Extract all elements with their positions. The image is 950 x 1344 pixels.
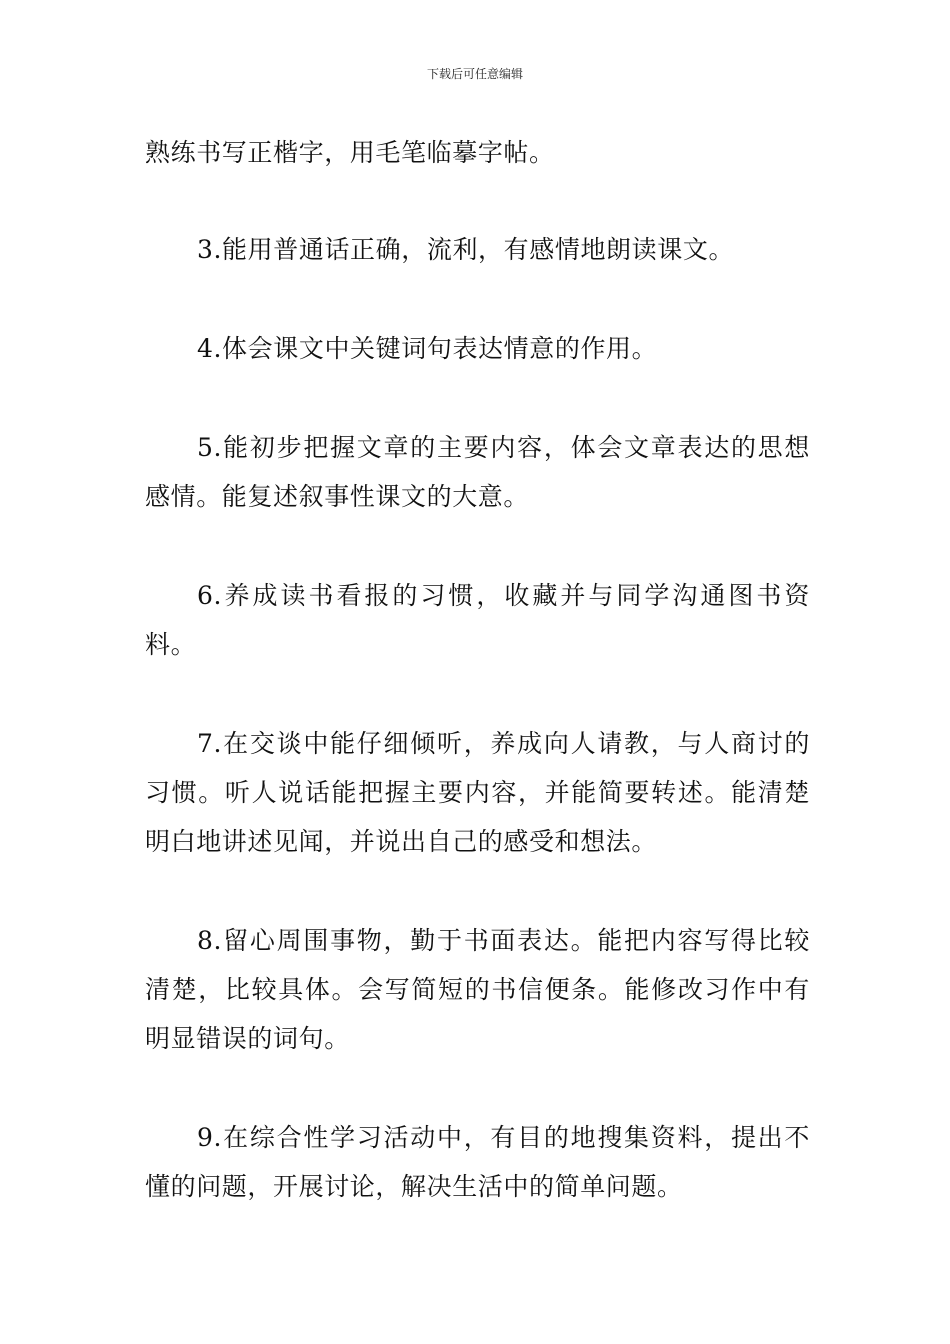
paragraph-item-4: 4.体会课文中关键词句表达情意的作用。 (197, 334, 658, 363)
document-body (145, 128, 810, 1261)
paragraph-item-9: 9.在综合性学习活动中，有目的地搜集资料，提出不懂的问题，开展讨论，解决生活中的简单问题。 (145, 1123, 810, 1201)
paragraph-item-3: 3.能用普通话正确，流利，有感情地朗读课文。 (197, 235, 735, 264)
paragraph-continuation: 熟练书写正楷字，用毛笔临摹字帖。 (145, 138, 555, 167)
paragraph-item-7: 7.在交谈中能仔细倾听，养成向人请教，与人商讨的习惯。听人说话能把握主要内容，并能简要转述。能清楚明白地讲述见闻，并说出自己的感受和想法。 (145, 729, 810, 856)
paragraph-item-6: 6.养成读书看报的习惯，收藏并与同学沟通图书资料。 (145, 581, 810, 659)
page-header-note: 下载后可任意编辑 (426, 67, 523, 81)
paragraph-item-8: 8.留心周围事物，勤于书面表达。能把内容写得比较清楚，比较具体。会写简短的书信便条。能修改习作中有明显错误的词句。 (145, 926, 810, 1053)
paragraph-item-5: 5.能初步把握文章的主要内容，体会文章表达的思想感情。能复述叙事性课文的大意。 (145, 433, 810, 511)
